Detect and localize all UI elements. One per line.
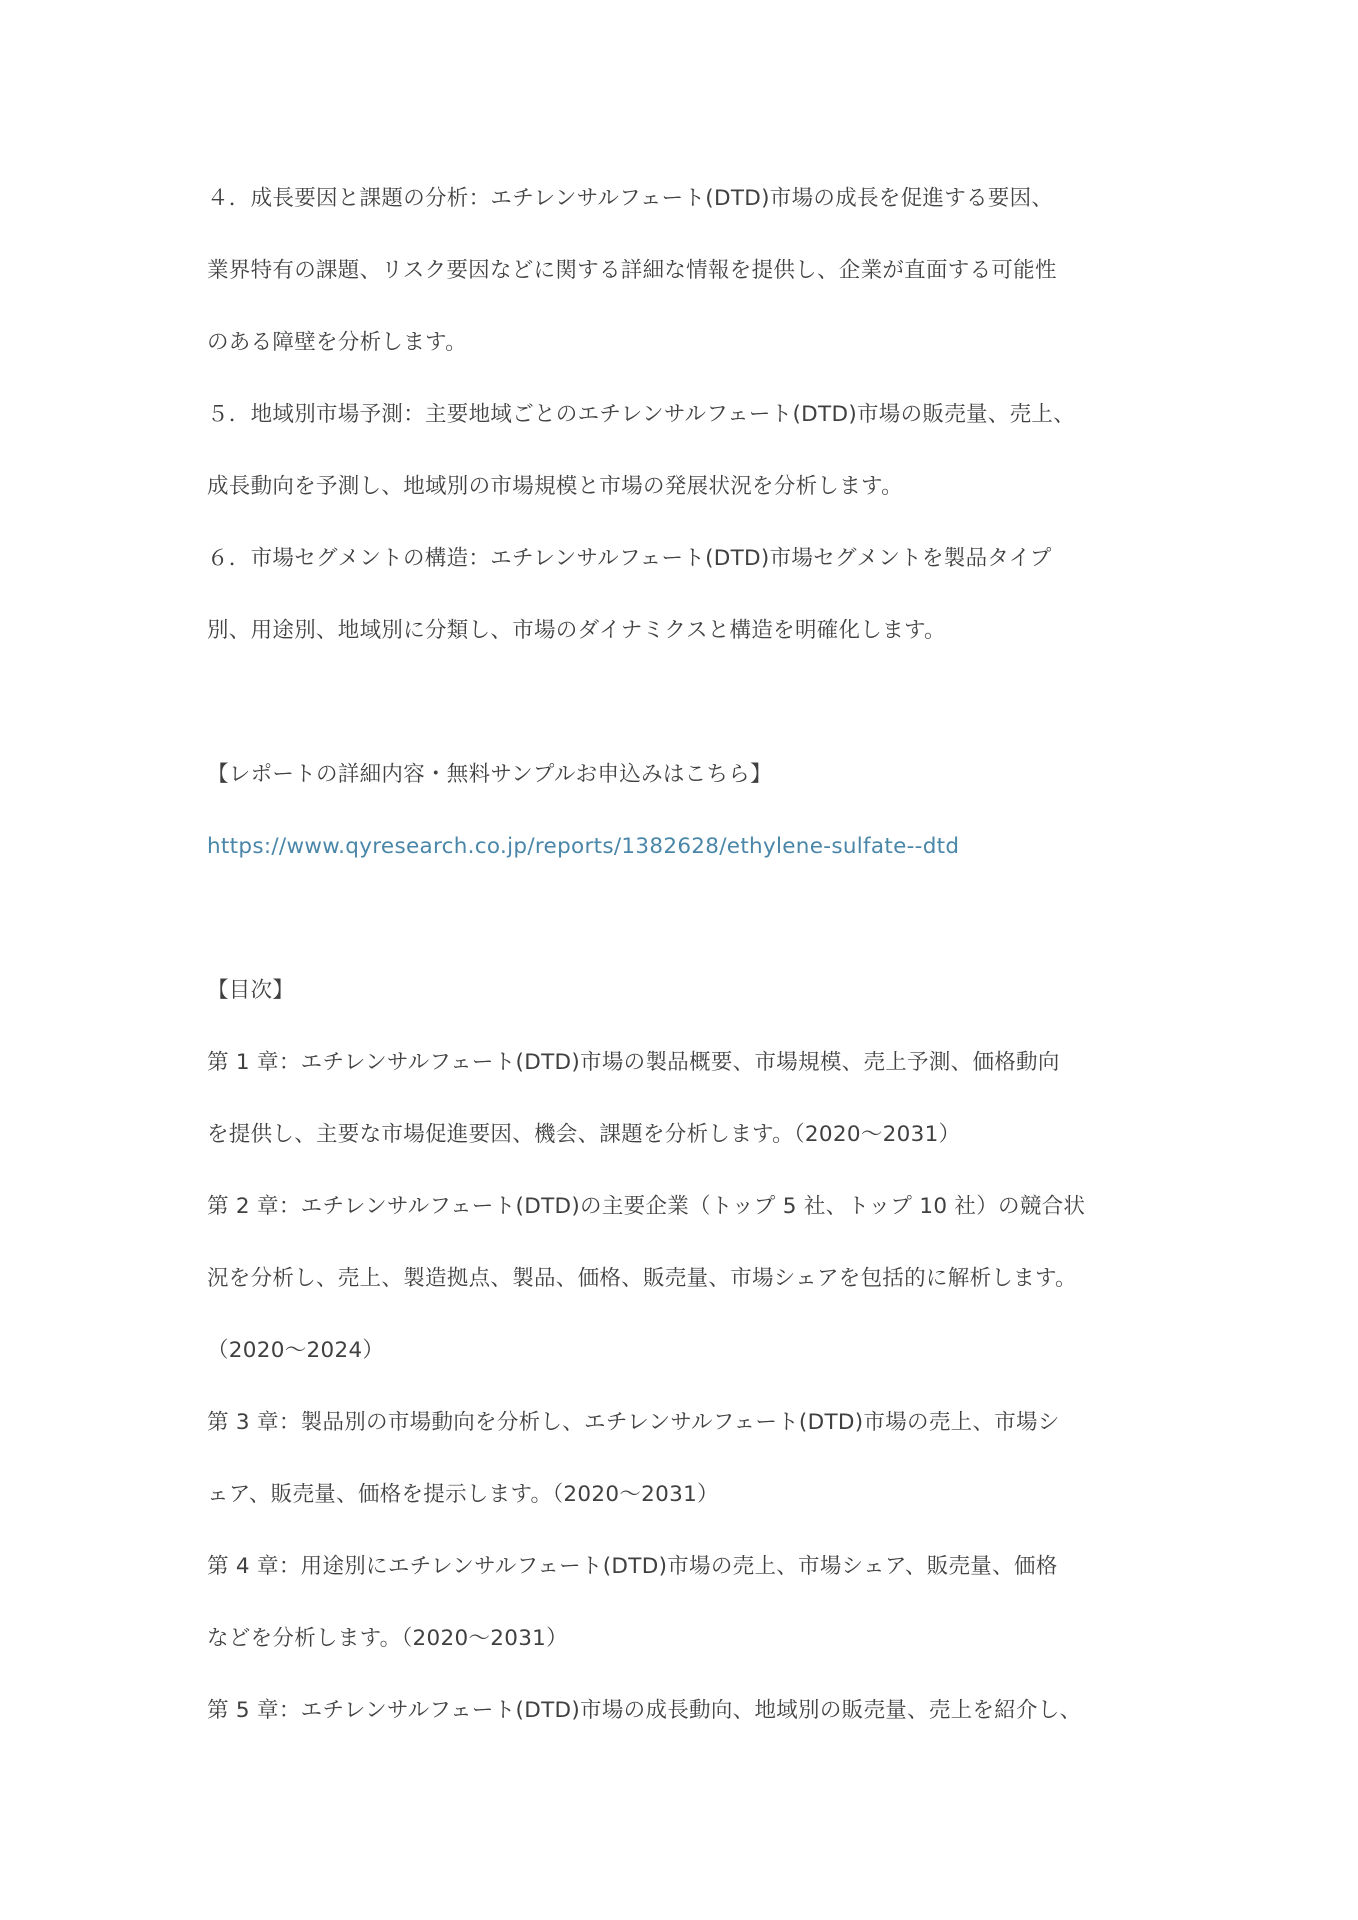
text-line: ４．成長要因と課題の分析：エチレンサルフェート(DTD)市場の成長を促進する要因、 <box>207 186 1054 211</box>
toc-line: 第 2 章：エチレンサルフェート(DTD)の主要企業（トップ 5 社、トップ 10 社）の競合状 <box>207 1194 1086 1219</box>
toc-line: （2020～2024） <box>207 1338 385 1363</box>
report-detail-heading: 【レポートの詳細内容・無料サンプルお申込みはこちら】 <box>207 762 772 787</box>
toc-line: ェア、販売量、価格を提示します。（2020～2031） <box>207 1482 719 1507</box>
text-line: ５．地域別市場予測：主要地域ごとのエチレンサルフェート(DTD)市場の販売量、売上、 <box>207 402 1076 427</box>
report-link[interactable]: https://www.qyresearch.co.jp/reports/1382628/ethylene-sulfate--dtd <box>207 834 960 859</box>
text-line: 成長動向を予測し、地域別の市場規模と市場の発展状況を分析します。 <box>207 474 903 499</box>
toc-line: 第 3 章：製品別の市場動向を分析し、エチレンサルフェート(DTD)市場の売上、市場シ <box>207 1410 1060 1435</box>
text-line: 別、用途別、地域別に分類し、市場のダイナミクスと構造を明確化します。 <box>207 618 946 643</box>
toc-line: 況を分析し、売上、製造拠点、製品、価格、販売量、市場シェアを包括的に解析します。 <box>207 1266 1077 1291</box>
text-line: のある障壁を分析します。 <box>207 330 467 355</box>
toc-line: を提供し、主要な市場促進要因、機会、課題を分析します。（2020～2031） <box>207 1122 961 1147</box>
text-line: 業界特有の課題、リスク要因などに関する詳細な情報を提供し、企業が直面する可能性 <box>207 258 1057 283</box>
toc-line: 第 5 章：エチレンサルフェート(DTD)市場の成長動向、地域別の販売量、売上を紹介し、 <box>207 1698 1082 1723</box>
text-line: ６．市場セグメントの構造：エチレンサルフェート(DTD)市場セグメントを製品タイプ <box>207 546 1052 571</box>
toc-heading: 【目次】 <box>207 978 295 1003</box>
toc-line: などを分析します。（2020～2031） <box>207 1626 568 1651</box>
toc-line: 第 1 章：エチレンサルフェート(DTD)市場の製品概要、市場規模、売上予測、価格動向 <box>207 1050 1060 1075</box>
toc-line: 第 4 章：用途別にエチレンサルフェート(DTD)市場の売上、市場シェア、販売量、価格 <box>207 1554 1058 1579</box>
